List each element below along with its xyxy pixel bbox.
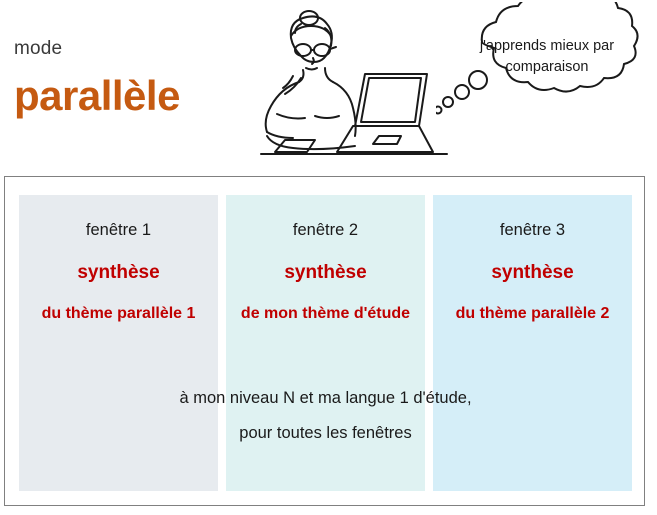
footer-line-1: à mon niveau N et ma langue 1 d'étude, [179, 389, 472, 407]
window-2-synthesis-label: synthèse [284, 262, 367, 283]
window-column-3[interactable] [433, 195, 632, 491]
footer-line-2: pour toutes les fenêtres [239, 424, 412, 442]
windows-columns [19, 195, 632, 491]
window-column-1[interactable] [19, 195, 218, 491]
header-area [0, 0, 657, 175]
window-1-description: du thème parallèle 1 [41, 305, 196, 322]
window-2-description: de mon thème d'étude [240, 305, 411, 322]
window-2-title: fenêtre 2 [292, 221, 359, 239]
thought-bubble-text: j'apprends mieux par comparaison [479, 38, 615, 76]
mode-label: mode [14, 38, 63, 59]
window-3-synthesis-label: synthèse [491, 262, 574, 283]
person-studying-at-laptop-illustration [205, 2, 450, 177]
window-1-synthesis-label: synthèse [77, 262, 160, 283]
window-1-title: fenêtre 1 [85, 221, 152, 239]
window-3-title: fenêtre 3 [499, 221, 566, 239]
window-3-description: du thème parallèle 2 [455, 305, 610, 322]
mode-title: parallèle [14, 72, 180, 119]
window-column-2[interactable] [226, 195, 425, 491]
panel-footer-note [5, 389, 646, 443]
parallel-mode-panel [4, 176, 645, 506]
